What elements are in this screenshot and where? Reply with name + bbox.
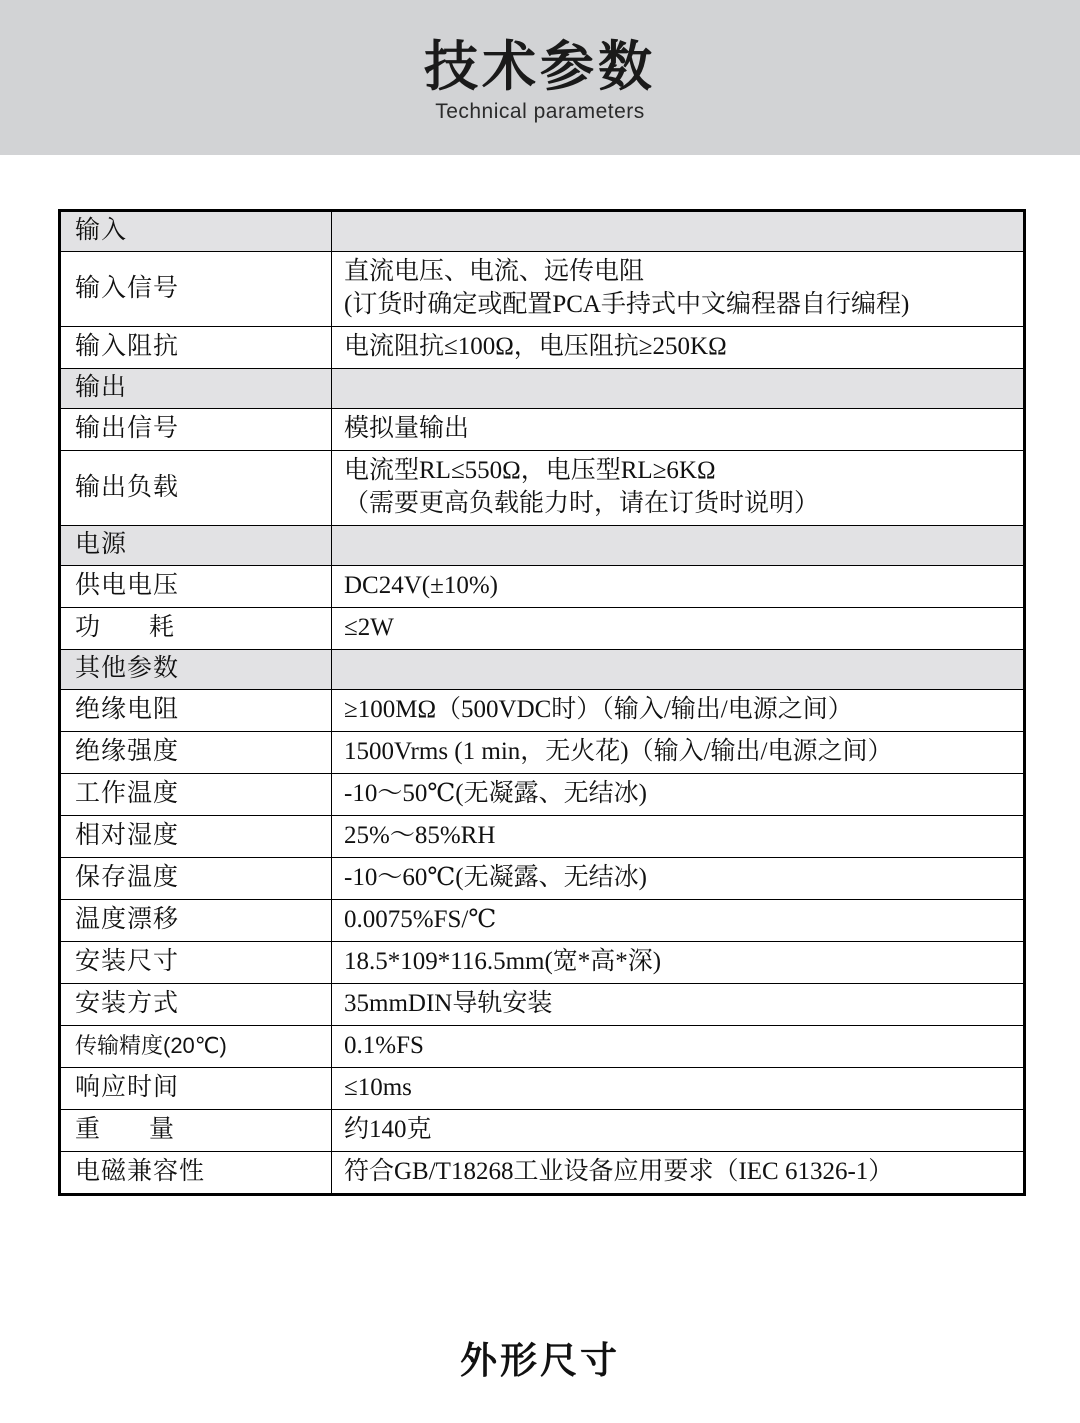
spec-label: 输入 xyxy=(60,211,332,252)
spec-value: ≥100MΩ（500VDC时）（输入/输出/电源之间） xyxy=(332,690,1025,732)
table-section-row xyxy=(60,526,1025,566)
spec-value xyxy=(332,252,1025,327)
spec-value: ≤2W xyxy=(332,608,1025,650)
table-row xyxy=(60,942,1025,984)
spec-value: -10～60℃(无凝露、无结冰) xyxy=(332,858,1025,900)
table-row xyxy=(60,409,1025,451)
table-row xyxy=(60,984,1025,1026)
spec-value: -10～50℃(无凝露、无结冰) xyxy=(332,774,1025,816)
spec-label: 输入阻抗 xyxy=(60,327,332,369)
table-row xyxy=(60,690,1025,732)
spec-label: 保存温度 xyxy=(60,858,332,900)
spec-value: 电流阻抗≤100Ω，电压阻抗≥250KΩ xyxy=(332,327,1025,369)
spec-label: 功 耗 xyxy=(60,608,332,650)
spec-label: 传输精度(20℃) xyxy=(60,1026,332,1068)
table-section-row xyxy=(60,650,1025,690)
spec-value-line1: 电流型RL≤550Ω，电压型RL≥6KΩ xyxy=(344,457,716,484)
outline-dimensions-heading: 外形尺寸 xyxy=(460,1340,620,1381)
spec-label: 安装方式 xyxy=(60,984,332,1026)
spec-value-line2: （需要更高负载能力时，请在订货时说明） xyxy=(344,490,820,517)
page-title: 技术参数 xyxy=(424,37,656,98)
table-row xyxy=(60,774,1025,816)
spec-label: 相对湿度 xyxy=(60,816,332,858)
spec-value: 约140克 xyxy=(332,1110,1025,1152)
table-section-row xyxy=(60,369,1025,409)
table-row xyxy=(60,566,1025,608)
spec-value xyxy=(332,650,1025,690)
spec-label: 工作温度 xyxy=(60,774,332,816)
technical-parameters-table xyxy=(58,209,1026,1196)
spec-value xyxy=(332,211,1025,252)
page-header-banner xyxy=(0,0,1080,155)
spec-label: 绝缘强度 xyxy=(60,732,332,774)
spec-label: 输出信号 xyxy=(60,409,332,451)
table-row xyxy=(60,816,1025,858)
spec-label: 其他参数 xyxy=(60,650,332,690)
spec-label: 重 量 xyxy=(60,1110,332,1152)
spec-value xyxy=(332,451,1025,526)
spec-label: 输出负载 xyxy=(60,451,332,526)
spec-label: 响应时间 xyxy=(60,1068,332,1110)
spec-value: 35mmDIN导轨安装 xyxy=(332,984,1025,1026)
spec-value: 0.0075%FS/℃ xyxy=(332,900,1025,942)
spec-label: 安装尺寸 xyxy=(60,942,332,984)
spec-table-body xyxy=(60,211,1025,1195)
table-row xyxy=(60,858,1025,900)
spec-label: 供电电压 xyxy=(60,566,332,608)
table-section-row xyxy=(60,211,1025,252)
table-row xyxy=(60,1026,1025,1068)
table-row xyxy=(60,252,1025,327)
table-row xyxy=(60,327,1025,369)
table-row xyxy=(60,451,1025,526)
table-row xyxy=(60,732,1025,774)
spec-value: 25%～85%RH xyxy=(332,816,1025,858)
spec-value: ≤10ms xyxy=(332,1068,1025,1110)
spec-value: DC24V(±10%) xyxy=(332,566,1025,608)
spec-label: 输出 xyxy=(60,369,332,409)
spec-value xyxy=(332,526,1025,566)
table-row xyxy=(60,1110,1025,1152)
spec-value-line1: 直流电压、电流、远传电阻 xyxy=(344,258,645,285)
table-row xyxy=(60,1068,1025,1110)
spec-label: 电源 xyxy=(60,526,332,566)
spec-value xyxy=(332,369,1025,409)
spec-label: 绝缘电阻 xyxy=(60,690,332,732)
spec-label: 电磁兼容性 xyxy=(60,1152,332,1195)
spec-label: 温度漂移 xyxy=(60,900,332,942)
spec-table-container xyxy=(58,209,1026,1196)
spec-value: 0.1%FS xyxy=(332,1026,1025,1068)
spec-value: 符合GB/T18268工业设备应用要求（IEC 61326-1） xyxy=(332,1152,1025,1195)
spec-value-line2: (订货时确定或配置PCA手持式中文编程器自行编程) xyxy=(344,291,910,318)
spec-label: 输入信号 xyxy=(60,252,332,327)
table-row xyxy=(60,608,1025,650)
spec-value: 1500Vrms (1 min，无火花)（输入/输出/电源之间） xyxy=(332,732,1025,774)
table-row xyxy=(60,900,1025,942)
table-row xyxy=(60,1152,1025,1195)
spec-value: 18.5*109*116.5mm(宽*高*深) xyxy=(332,942,1025,984)
spec-value: 模拟量输出 xyxy=(332,409,1025,451)
page-subtitle: Technical parameters xyxy=(435,99,645,123)
